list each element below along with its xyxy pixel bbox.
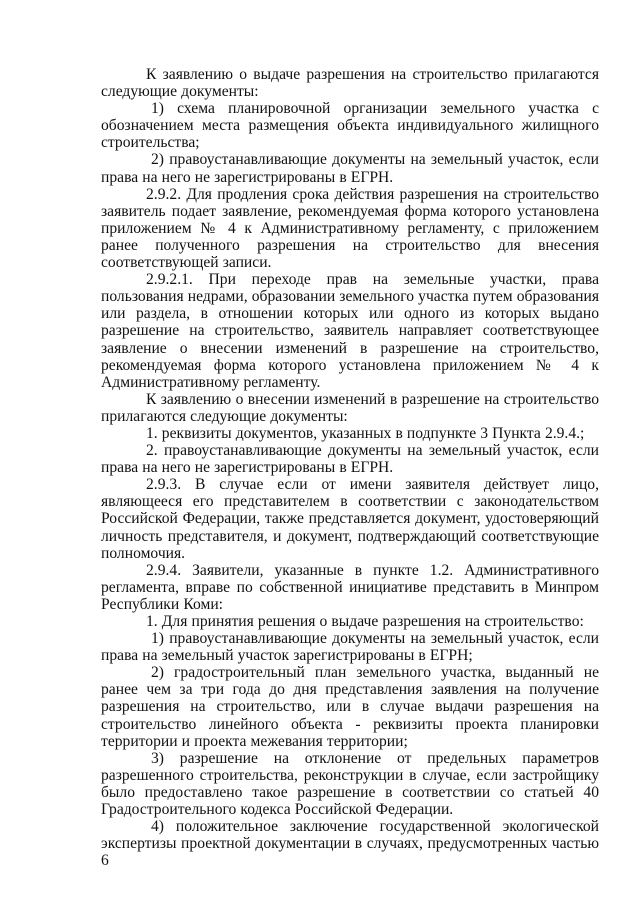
paragraph-item-deviation-permit: 3) разрешение на отклонение от предельных параметров разрешенного строительства, реконструкции в случае, если застройщику было предоставлено такое разрешение в соответствии со статьей 40 Градостроительного кодекса Российской Федерации. (101, 749, 599, 819)
paragraph-item-scheme: 1) схема планировочной организации земельного участка с обозначением места размещения объекта индивидуального жилищного строительства; (101, 100, 599, 152)
paragraph-item-requisites: 1. реквизиты документов, указанных в подпункте 3 Пункта 2.9.4.; (146, 424, 585, 442)
document-page (101, 66, 599, 869)
paragraph-item-urban-plan: 2) градостроительный план земельного участка, выданный не ранее чем за три года до дня представления заявления на получение разрешения на строительство, или в случае выдачи разрешения на строительство линейного объекта - реквизиты проекта планировки территории и проекта межевания территории; (101, 664, 599, 750)
paragraph-intro-documents: К заявлению о выдаче разрешения на строительство прилагаются следующие документы: (101, 66, 599, 101)
paragraph-2-9-2: 2.9.2. Для продления срока действия разрешения на строительство заявитель подает заявление, рекомендуемая форма которого установлена приложением № 4 к Административному регламенту, с приложением ранее полученного разрешения на строительство для внесения соответствующей записи. (101, 185, 599, 272)
paragraph-2-9-3: 2.9.3. В случае если от имени заявителя действует лицо, являющееся его представителем в соответствии с законодательством Российской Федерации, также представляется документ, удостоверяющий личность представителя, и документ, подтверждающий соответствующие полномочия. (101, 476, 599, 562)
paragraph-2-9-4: 2.9.4. Заявители, указанные в пункте 1.2. Административного регламента, вправе по собственной инициативе представить в Минпром Республики Коми: (101, 561, 599, 613)
paragraph-amendment-documents: К заявлению о внесении изменений в разрешение на строительство прилагаются следующие документы: (101, 390, 599, 425)
paragraph-item-title-documents: 2) правоустанавливающие документы на земельный участок, если права на него не зарегистрированы в ЕГРН. (101, 151, 599, 186)
paragraph-2-9-2-1: 2.9.2.1. При переходе прав на земельные участки, права пользования недрами, образовании земельного участка путем образования или раздела, в отношении которых или одного из которых выдано разрешение на строительство, заявитель направляет соответствующее заявление о внесении изменений в разрешение на строительство, рекомендуемая форма которого установлена приложением № 4 к Административному регламенту. (101, 271, 599, 391)
paragraph-item-title-documents-2: 2. правоустанавливающие документы на земельный участок, если права на него не зарегистрированы в ЕГРН. (101, 442, 599, 477)
paragraph-item-ecological-expertise: 4) положительное заключение государственной экологической экспертизы проектной документации в случаях, предусмотренных частью 6 (101, 818, 599, 870)
paragraph-decision-permit: 1. Для принятия решения о выдаче разрешения на строительство: (146, 613, 584, 630)
paragraph-item-registered-rights: 1) правоустанавливающие документы на земельный участок, если права на земельный участок зарегистрированы в ЕГРН; (101, 630, 599, 665)
